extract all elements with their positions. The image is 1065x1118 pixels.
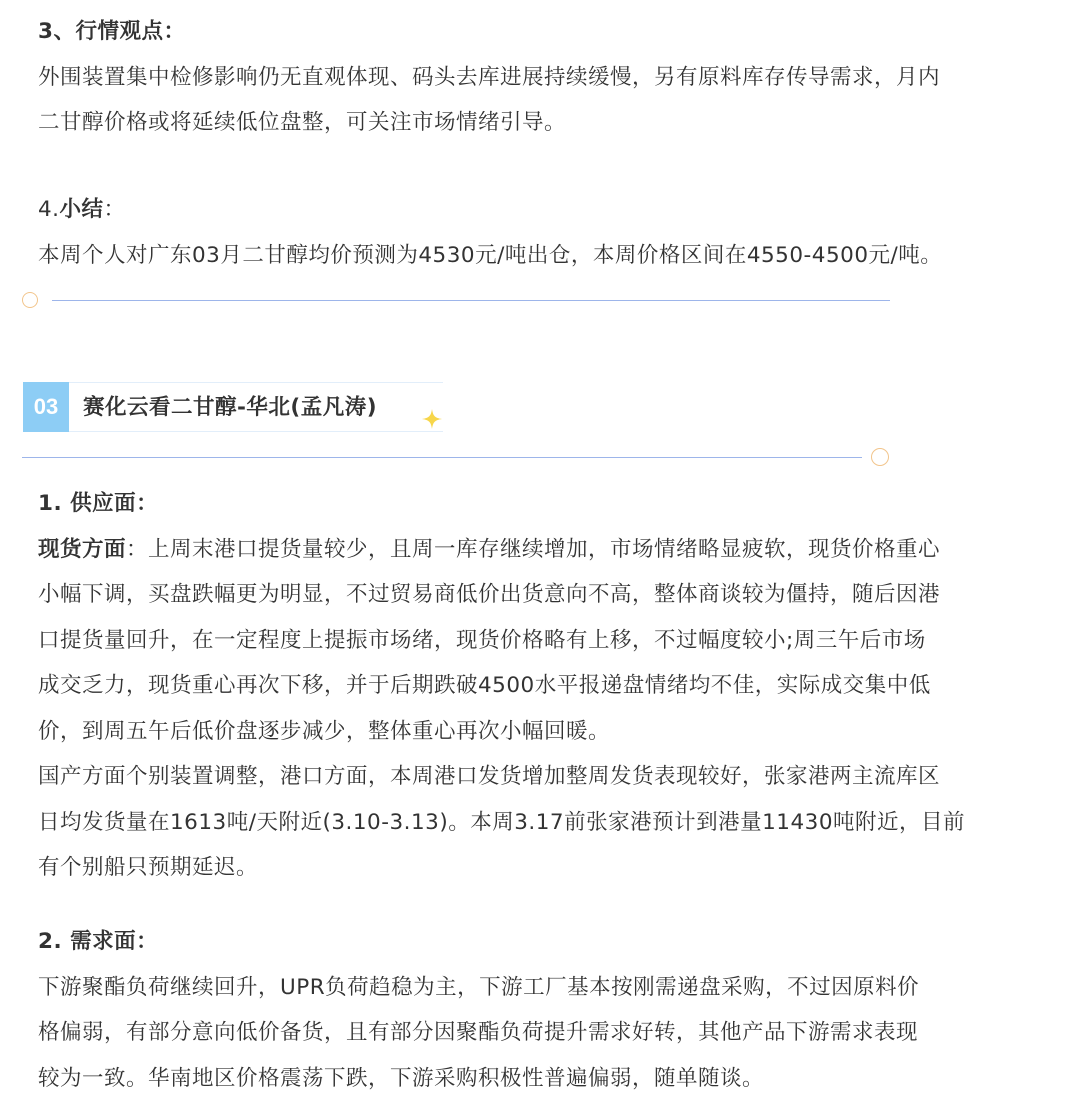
summary-number: 4.	[38, 197, 60, 222]
demand-block	[38, 919, 1038, 1101]
supply-spot-line-1	[38, 527, 1038, 573]
summary-colon: ：	[103, 197, 126, 222]
demand-line-2: 格偏弱，有部分意向低价备货，且有部分因聚酯负荷提升需求好转，其他产品下游需求表现	[38, 1020, 919, 1045]
demand-line-1: 下游聚酯负荷继续回升，UPR负荷趋稳为主，下游工厂基本按刚需递盘采购，不过因原料价	[38, 974, 920, 1000]
market-view-block	[38, 9, 1038, 146]
section-divider-bottom	[22, 446, 892, 468]
summary-block	[38, 187, 1038, 278]
section-title-box	[69, 382, 443, 432]
section-title: 赛化云看二甘醇-华北(孟凡涛)	[83, 395, 378, 420]
supply-spot-line-3: 口提货量回升，在一定程度上提振市场绪，现货价格略有上移，不过幅度较小;周三午后市场	[38, 627, 926, 653]
demand-heading: 2. 需求面：	[38, 929, 159, 954]
supply-domestic-line-1: 国产方面个别装置调整，港口方面，本周港口发货增加整周发货表现较好，张家港两主流库区	[38, 764, 941, 789]
supply-block	[38, 481, 1038, 891]
supply-spot-line-5: 价，到周五午后低价盘逐步减少，整体重心再次小幅回暖。	[38, 718, 611, 744]
divider-circle-icon	[22, 292, 38, 308]
market-view-heading: 3、行情观点：	[38, 19, 186, 44]
summary-label: 小结	[59, 197, 104, 222]
market-view-line-1: 外围装置集中检修影响仍无直观体现、码头去库进展持续缓慢，另有原料库存传导需求，月内	[38, 64, 941, 90]
section-number-badge: 03	[23, 382, 69, 432]
summary-text: 本周个人对广东03月二甘醇均价预测为4530元/吨出仓，本周价格区间在4550-4500元/吨。	[38, 242, 943, 268]
divider-line	[52, 300, 890, 301]
spot-label: 现货方面	[38, 536, 127, 562]
supply-domestic-line-2: 日均发货量在1613吨/天附近(3.10-3.13)。本周3.17前张家港预计到港量11430吨附近，目前	[38, 809, 966, 835]
section-header	[23, 382, 443, 432]
divider-line	[22, 457, 862, 458]
divider-circle-icon	[871, 448, 889, 466]
section-divider-top	[22, 290, 892, 310]
summary-heading	[38, 187, 1038, 233]
supply-domestic-line-3: 有个别船只预期延迟。	[38, 855, 259, 880]
sparkle-icon	[421, 408, 443, 430]
spot-line-1-text: ：上周末港口提货量较少，且周一库存继续增加，市场情绪略显疲软，现货价格重心	[126, 536, 941, 562]
demand-line-3: 较为一致。华南地区价格震荡下跌，下游采购积极性普遍偏弱，随单随谈。	[38, 1065, 765, 1091]
supply-spot-line-4: 成交乏力，现货重心再次下移，并于后期跌破4500水平报递盘情绪均不佳，实际成交集中低	[38, 673, 931, 698]
supply-spot-line-2: 小幅下调，买盘跌幅更为明显，不过贸易商低价出货意向不高，整体商谈较为僵持，随后因港	[38, 582, 941, 607]
supply-heading: 1. 供应面：	[38, 491, 159, 516]
market-view-line-2: 二甘醇价格或将延续低位盘整，可关注市场情绪引导。	[38, 110, 567, 135]
